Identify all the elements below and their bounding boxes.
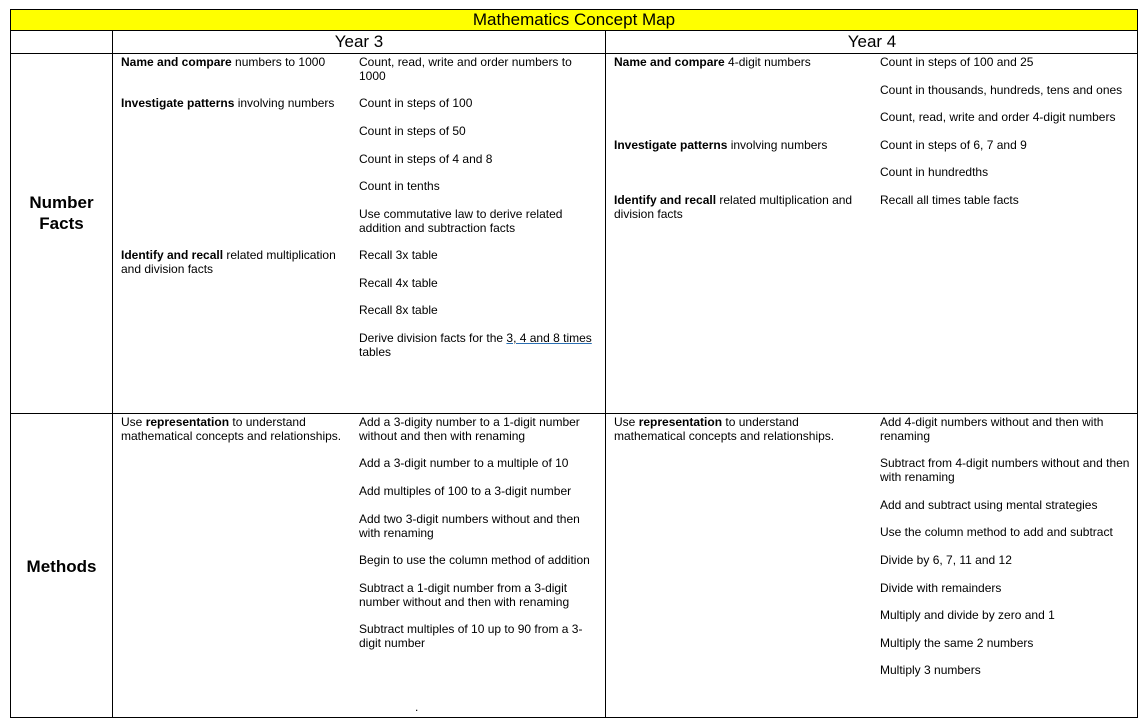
list-item: Count, read, write and order numbers to 1000 <box>359 55 572 83</box>
list-item: Count in steps of 50 <box>359 124 466 138</box>
list-item: Multiply the same 2 numbers <box>880 636 1034 650</box>
list-item: Subtract a 1-digit number from a 3-digit number without and then with renaming <box>359 581 570 609</box>
list-item: Add multiples of 100 to a 3-digit number <box>359 484 572 498</box>
list-item: Use the column method to add and subtract <box>880 525 1113 539</box>
list-item: Begin to use the column method of addition <box>359 553 590 567</box>
list-item: Multiply and divide by zero and 1 <box>880 608 1055 622</box>
list-item: Count in steps of 100 <box>359 96 473 110</box>
list-item: Recall 8x table <box>359 303 438 317</box>
list-item: Subtract multiples of 10 up to 90 from a 3-digit number <box>359 622 583 650</box>
column-header-year3: Year 3 <box>334 32 384 51</box>
list-item: Derive division facts for the 3, 4 and 8 times tables <box>359 331 592 359</box>
list-item: Recall 3x table <box>359 248 438 262</box>
list-item: Use commutative law to derive related addition and subtraction facts <box>359 207 563 235</box>
list-item: Count in hundredths <box>880 165 989 179</box>
row-label-text: Number Facts <box>29 193 94 233</box>
list-item: Recall 4x table <box>359 276 438 290</box>
list-item: Add two 3-digit numbers without and then with renaming <box>359 512 580 540</box>
list-item: Count in tenths <box>359 179 440 193</box>
list-item: Recall all times table facts <box>880 193 1019 207</box>
objective: Name and compare numbers to 1000 <box>121 55 326 69</box>
column-header-year4: Year 4 <box>847 32 897 51</box>
objective: Use representation to understand mathematical concepts and relationships. <box>614 415 835 443</box>
header-divider <box>10 53 1138 54</box>
objective: Investigate patterns involving numbers <box>121 96 335 110</box>
stray-mark: . <box>415 700 419 714</box>
label-column-divider <box>112 31 113 718</box>
list-item: Multiply 3 numbers <box>880 663 981 677</box>
list-item: Count, read, write and order 4-digit numbers <box>880 110 1116 124</box>
row-divider <box>10 413 1138 414</box>
objective: Identify and recall related multiplication and division facts <box>121 248 336 276</box>
list-item: Count in steps of 6, 7 and 9 <box>880 138 1027 152</box>
list-item: Count in thousands, hundreds, tens and ones <box>880 83 1123 97</box>
list-item: Divide by 6, 7, 11 and 12 <box>880 553 1012 567</box>
row-label-number-facts <box>11 192 112 234</box>
list-item: Divide with remainders <box>880 581 1002 595</box>
objective: Use representation to understand mathematical concepts and relationships. <box>121 415 342 443</box>
list-item: Subtract from 4-digit numbers without and then with renaming <box>880 456 1130 484</box>
list-item: Add 4-digit numbers without and then with renaming <box>880 415 1104 443</box>
list-item: Count in steps of 4 and 8 <box>359 152 493 166</box>
row-label-text: Methods <box>26 557 97 576</box>
row-label-methods <box>11 556 112 577</box>
page-title: Mathematics Concept Map <box>10 9 1138 31</box>
year-column-divider <box>605 31 606 718</box>
list-item: Add a 3-digit number to a multiple of 10 <box>359 456 569 470</box>
list-item: Add a 3-digity number to a 1-digit number without and then with renaming <box>359 415 580 443</box>
list-item: Count in steps of 100 and 25 <box>880 55 1034 69</box>
objective: Investigate patterns involving numbers <box>614 138 828 152</box>
objective: Name and compare 4-digit numbers <box>614 55 811 69</box>
list-item: Add and subtract using mental strategies <box>880 498 1098 512</box>
objective: Identify and recall related multiplication and division facts <box>614 193 853 221</box>
